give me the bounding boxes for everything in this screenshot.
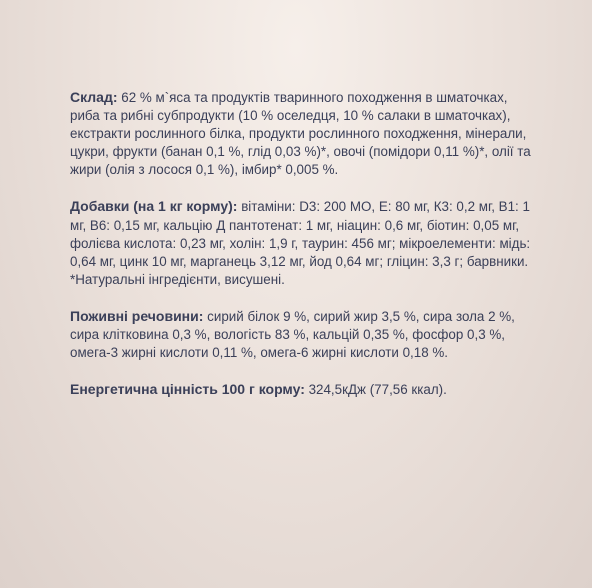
additives-text: вітаміни: D3: 200 МО, Е: 80 мг, К3: 0,2 мг, В1: 1 мг, В6: 0,15 мг, кальцію Д пантотенат: 1 мг, ніацин: 0,6 мг, біотин: 0,05 мг, фолієва кислота: 0,23 мг, холін: 1,9 г, таурин: 456 мг; мікроелементи: мідь: 0,64 мг, цинк 10 мг, марганець 3,12 мг, йод 0,64 мг; гліцин: 3,3 г; барвники. *Натуральні інгредієнти, висушені. bbox=[70, 199, 531, 287]
nutrients-paragraph bbox=[70, 307, 540, 362]
additives-paragraph bbox=[70, 197, 540, 288]
additives-label: Добавки (на 1 кг корму): bbox=[70, 198, 238, 215]
composition-text: 62 % м`яса та продуктів тваринного походження в шматочках, риба та рибні субпродукти (10 % оселедця, 10 % салаки в шматочках), екстракти рослинного білка, продукти рослинного походження, мінерали, цукри, фрукти (банан 0,1 %, глід 0,03 %)*, овочі (помідори 0,11 %)*, олії та жири (олія з лосося 0,1 %), імбир* 0,005 %. bbox=[70, 90, 531, 178]
composition-label: Склад: bbox=[70, 89, 118, 105]
nutrients-label: Поживні речовини: bbox=[70, 307, 204, 324]
composition-paragraph bbox=[70, 88, 540, 179]
nutrients-text: сирий білок 9 %, сирий жир 3,5 %, сира зола 2 %, сира клітковина 0,3 %, вологість 83 %, кальцій 0,35 %, фосфор 0,3 %, омега-3 жирні кислоти 0,11 %, омега-6 жирні кислоти 0,18 %. bbox=[70, 308, 515, 361]
product-info bbox=[70, 88, 540, 399]
energy-label: Енергетична цінність 100 г корму: bbox=[70, 381, 305, 398]
energy-text: 324,5кДж (77,56 ккал). bbox=[304, 382, 447, 398]
energy-paragraph bbox=[70, 380, 540, 399]
